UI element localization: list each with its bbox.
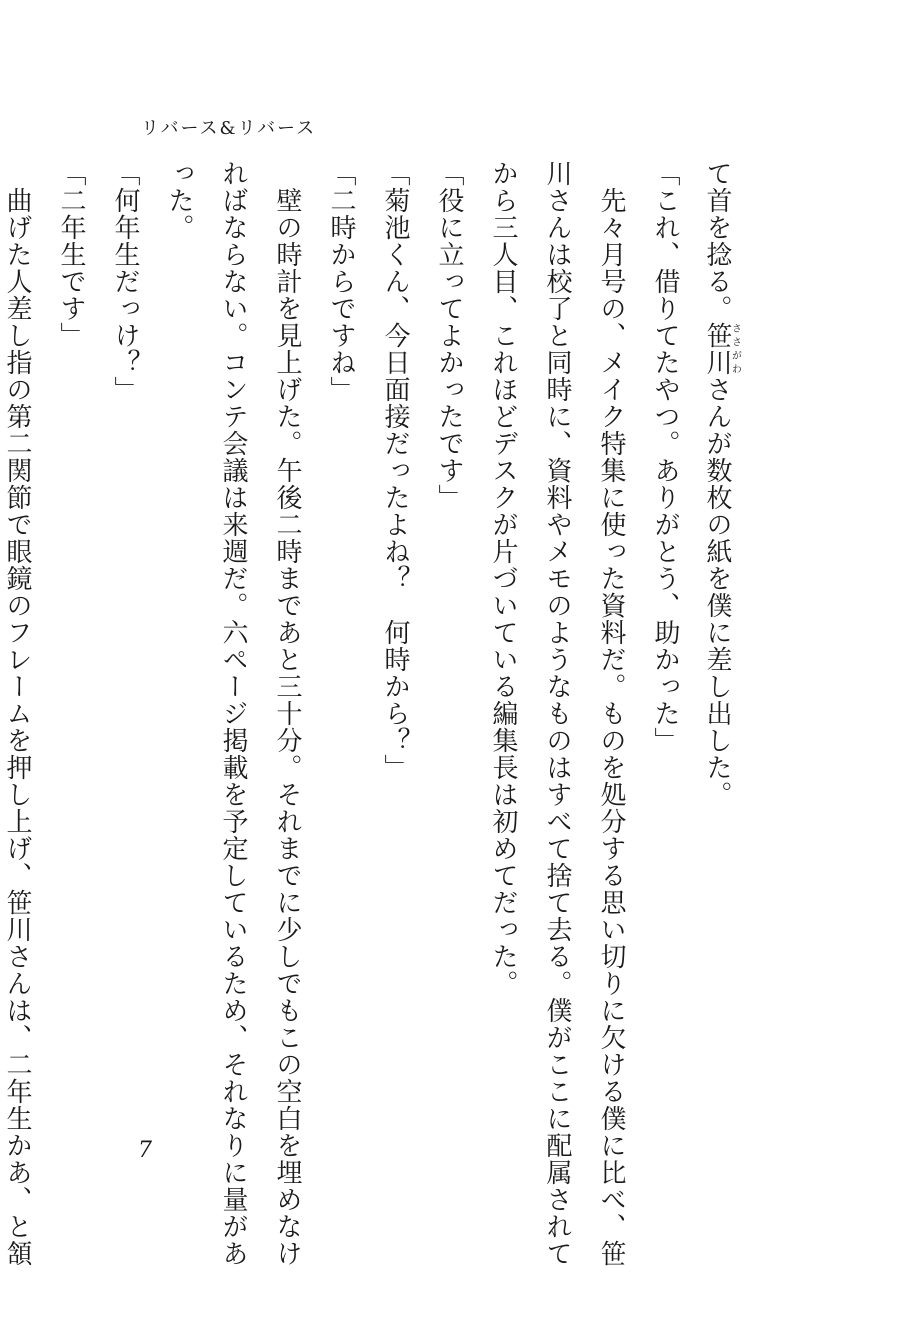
text-column-1: て首を捻る。笹川ささがわさんが数枚の紙を僕に差し出した。 (702, 160, 741, 808)
ruby-annotation: 笹川ささがわ (702, 322, 741, 376)
text-column-14: 曲げた人差し指の第二関節で眼鏡のフレームを押し上げ、笹川さんは、二年生かあ、と頷 (2, 160, 32, 1267)
text-column-7: 「菊池くん、今日面接だったよね？ 何時から？」 (380, 160, 410, 781)
vertical-text-block (2, 160, 741, 1267)
text-column-12: 「何年生だっけ？」 (110, 160, 140, 403)
text-column-2: 「これ、借りてたやつ。ありがとう、助かった」 (650, 160, 680, 754)
text-column-9: 壁の時計を見上げた。午後二時まであと三十分。それまでに少しでもこの空白を埋めなけ (272, 160, 302, 1267)
text-column-10: ればならない。コンテ会議は来週だ。六ページ掲載を予定しているため、それなりに量があ (218, 160, 248, 1267)
text-column-4: 川さんは校了と同時に、資料やメモのようなものはすべて捨て去る。僕がここに配属されて (542, 160, 572, 1267)
text-column-8: 「二時からですね」 (326, 160, 356, 403)
page-number: 7 (138, 1138, 152, 1163)
text-column-6: 「役に立ってよかったです」 (434, 160, 464, 511)
ruby-reading: ささがわ (729, 322, 741, 376)
text-column-3: 先々月号の、メイク特集に使った資料だ。ものを処分する思い切りに欠ける僕に比べ、笹 (596, 160, 626, 1267)
running-header: リバース&リバース (141, 118, 317, 139)
text-column-13: 「二年生です」 (56, 160, 86, 349)
text-column-5: から三人目、これほどデスクが片づいている編集長は初めてだった。 (488, 160, 518, 997)
text-column-11: った。 (164, 160, 194, 241)
